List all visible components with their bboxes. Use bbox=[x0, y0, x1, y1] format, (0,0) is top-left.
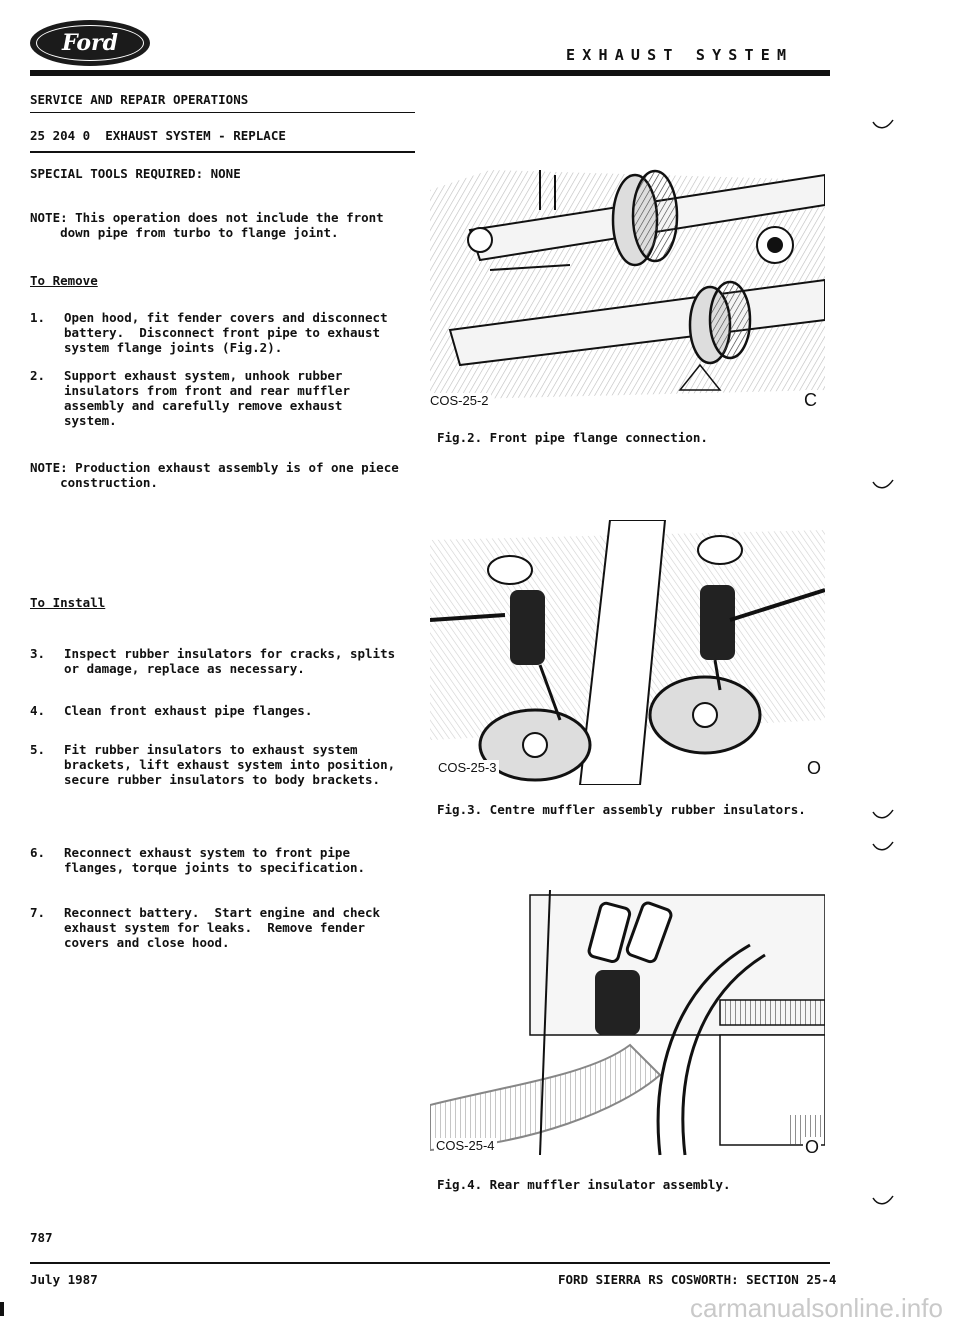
figure-4-illustration bbox=[430, 885, 825, 1160]
step-text: Reconnect exhaust system to front pipe flanges, torque joints to specification. bbox=[64, 845, 366, 875]
figure-corner-mark: C bbox=[804, 390, 817, 410]
ford-logo-text: Ford bbox=[36, 25, 144, 61]
margin-tick-mark bbox=[872, 1194, 894, 1208]
centre-muffler-insulators-drawing bbox=[430, 520, 825, 785]
operation-rule bbox=[30, 151, 415, 153]
step-number: 7. bbox=[30, 905, 46, 920]
step-number: 4. bbox=[30, 703, 46, 718]
figure-code: COS-25-4 bbox=[436, 1138, 495, 1153]
figure-code: COS-25-2 bbox=[430, 393, 489, 408]
step-number: 6. bbox=[30, 845, 46, 860]
margin-tick-mark bbox=[872, 808, 894, 822]
figure-code: COS-25-3 bbox=[438, 760, 497, 775]
to-remove-heading: To Remove bbox=[30, 273, 98, 288]
margin-tick-mark bbox=[872, 118, 894, 132]
step-number: 1. bbox=[30, 310, 46, 325]
footer-manual-title: FORD SIERRA RS COSWORTH: SECTION 25-4 bbox=[558, 1272, 837, 1287]
front-pipe-flange-drawing bbox=[430, 150, 825, 420]
step-number: 5. bbox=[30, 742, 46, 757]
figure-4-caption: Fig.4. Rear muffler insulator assembly. bbox=[437, 1177, 731, 1192]
step-text: Open hood, fit fender covers and disconnect battery. Disconnect front pipe to exhaust system flange joints (Fig.2). bbox=[64, 310, 388, 355]
operation-title: 25 204 0 EXHAUST SYSTEM - REPLACE bbox=[30, 128, 286, 143]
margin-tick-mark bbox=[872, 478, 894, 492]
step-text: Clean front exhaust pipe flanges. bbox=[64, 703, 313, 718]
heading-rule bbox=[30, 112, 415, 113]
rear-muffler-insulator-drawing bbox=[430, 885, 825, 1160]
step-text: Fit rubber insulators to exhaust system brackets, lift exhaust system into position, secure rubber insulators to body brackets. bbox=[64, 742, 396, 787]
section-heading: SERVICE AND REPAIR OPERATIONS bbox=[30, 92, 249, 107]
step-number: 2. bbox=[30, 368, 46, 383]
figure-corner-mark: O bbox=[804, 1137, 819, 1157]
note-front-down-pipe: NOTE: This operation does not include the front down pipe from turbo to flange joint. bbox=[30, 210, 384, 240]
figure-2-illustration bbox=[430, 150, 825, 420]
header-rule bbox=[30, 70, 830, 76]
step-text: Reconnect battery. Start engine and check exhaust system for leaks. Remove fender covers and close hood. bbox=[64, 905, 381, 950]
edge-mark bbox=[0, 1302, 4, 1316]
page-number: 787 bbox=[30, 1230, 53, 1245]
margin-tick-mark bbox=[872, 840, 894, 854]
special-tools: SPECIAL TOOLS REQUIRED: NONE bbox=[30, 166, 241, 181]
watermark: carmanualsonline.info bbox=[690, 1293, 943, 1323]
figure-3-illustration bbox=[430, 520, 825, 785]
step-number: 3. bbox=[30, 646, 46, 661]
section-title: EXHAUST SYSTEM bbox=[566, 46, 794, 64]
figure-corner-mark: O bbox=[806, 758, 821, 778]
step-text: Inspect rubber insulators for cracks, splits or damage, replace as necessary. bbox=[64, 646, 396, 676]
step-text: Support exhaust system, unhook rubber insulators from front and rear muffler assembly and carefully remove exhaust system. bbox=[64, 368, 350, 428]
to-install-heading: To Install bbox=[30, 595, 106, 610]
figure-3-caption: Fig.3. Centre muffler assembly rubber insulators. bbox=[437, 802, 806, 817]
footer-rule bbox=[30, 1262, 830, 1264]
ford-logo bbox=[30, 20, 150, 66]
footer-date: July 1987 bbox=[30, 1272, 98, 1287]
figure-2-caption: Fig.2. Front pipe flange connection. bbox=[437, 430, 708, 445]
note-production-assembly: NOTE: Production exhaust assembly is of one piece construction. bbox=[30, 460, 399, 490]
